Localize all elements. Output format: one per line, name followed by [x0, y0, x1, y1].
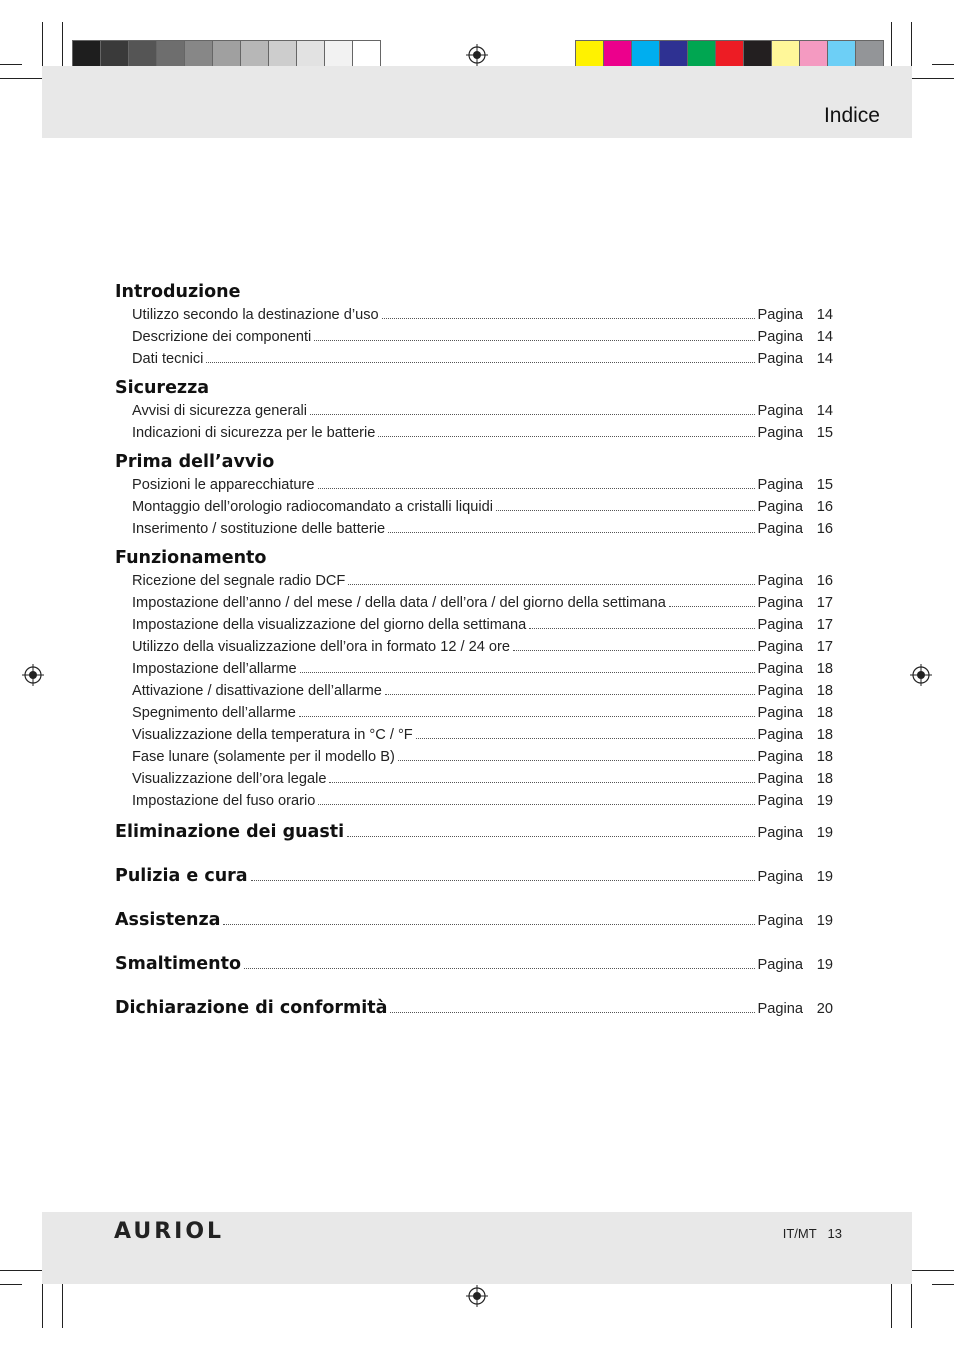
dot-leader: [310, 414, 755, 415]
page-label: Pagina: [757, 661, 803, 677]
crop-mark: [42, 1284, 43, 1328]
dot-leader: [529, 628, 754, 629]
dot-leader: [347, 836, 754, 837]
color-swatch: [716, 41, 744, 69]
entry-page: [758, 348, 833, 370]
page-number: 14: [816, 403, 833, 419]
footer-page-info: [783, 1226, 842, 1241]
page-label: Pagina: [757, 499, 803, 515]
toc-major-entry[interactable]: [115, 952, 833, 996]
toc-section: [115, 450, 833, 540]
toc-entry[interactable]: [115, 400, 833, 422]
page-label: Pagina: [757, 595, 803, 611]
page-label: Pagina: [757, 307, 803, 323]
crop-mark: [932, 1284, 954, 1285]
toc-major-entry[interactable]: [115, 864, 833, 908]
page-number: 19: [816, 957, 833, 973]
entry-page: [758, 570, 833, 592]
page-number: 18: [816, 705, 833, 721]
entry-text: Utilizzo della visualizzazione dell’ora in formato 12 / 24 ore: [132, 639, 511, 655]
entry-page: [758, 680, 833, 702]
toc-section: [115, 280, 833, 370]
page-title: Indice: [823, 104, 880, 127]
page-number: 16: [816, 521, 833, 537]
entry-text: Fase lunare (solamente per il modello B): [132, 749, 395, 765]
page-label: Pagina: [757, 329, 803, 345]
color-swatch: [576, 41, 604, 69]
crop-mark: [0, 78, 48, 79]
page-label: Pagina: [757, 683, 803, 699]
gray-swatch: [101, 41, 129, 69]
page-number: 18: [816, 749, 833, 765]
page-label: Pagina: [757, 521, 803, 537]
registration-mark-icon: [466, 1285, 488, 1307]
crop-mark: [62, 22, 63, 66]
gray-swatch: [185, 41, 213, 69]
crop-mark: [891, 22, 892, 66]
crop-mark: [932, 64, 954, 65]
registration-mark-icon: [910, 664, 932, 686]
dot-leader: [318, 804, 754, 805]
page-label: Pagina: [757, 617, 803, 633]
page-number: 18: [816, 683, 833, 699]
entry-text: Spegnimento dell’allarme: [132, 705, 296, 721]
page-label: Pagina: [757, 749, 803, 765]
page-label: Pagina: [757, 351, 803, 367]
page-label: Pagina: [757, 639, 803, 655]
dot-leader: [496, 510, 755, 511]
crop-mark: [906, 1270, 954, 1271]
logo-text: AURIOL: [114, 1219, 225, 1242]
section-heading: Dichiarazione di conformità: [115, 998, 388, 1018]
entry-text: Posizioni le apparecchiature: [132, 477, 315, 493]
toc-entry[interactable]: [115, 790, 833, 812]
page-number: 17: [816, 595, 833, 611]
entry-page: [758, 746, 833, 768]
toc-major-entry[interactable]: [115, 820, 833, 864]
page-label: Pagina: [757, 425, 803, 441]
page-label: Pagina: [757, 477, 803, 493]
gray-swatch: [129, 41, 157, 69]
entry-page: [758, 474, 833, 496]
page-label: Pagina: [757, 727, 803, 743]
page-label: Pagina: [757, 957, 803, 973]
entry-text: Impostazione dell’allarme: [132, 661, 297, 677]
toc-entry[interactable]: [115, 348, 833, 370]
toc-entry[interactable]: [115, 614, 833, 636]
dot-leader: [382, 318, 755, 319]
dot-leader: [251, 880, 755, 881]
page-number: 15: [816, 477, 833, 493]
color-swatch: [660, 41, 688, 69]
page-label: Pagina: [757, 913, 803, 929]
entry-page: [758, 768, 833, 790]
page-number: 17: [816, 639, 833, 655]
dot-leader: [244, 968, 755, 969]
page-label: Pagina: [757, 1001, 803, 1017]
dot-leader: [299, 716, 755, 717]
entry-page: [758, 326, 833, 348]
entry-page: [758, 821, 833, 845]
toc-entry[interactable]: [115, 746, 833, 768]
toc-major-entry[interactable]: [115, 908, 833, 952]
crop-mark: [891, 1284, 892, 1328]
gray-swatch: [241, 41, 269, 69]
table-of-contents: [115, 280, 833, 1040]
entry-text: Attivazione / disattivazione dell’allarme: [132, 683, 382, 699]
major-entries: [115, 820, 833, 1040]
entry-page: [758, 422, 833, 444]
dot-leader: [348, 584, 754, 585]
entry-text: Inserimento / sostituzione delle batterie: [132, 521, 386, 537]
section-heading: Eliminazione dei guasti: [115, 822, 345, 842]
crop-mark: [906, 78, 954, 79]
toc-entry[interactable]: [115, 496, 833, 518]
dot-leader: [398, 760, 755, 761]
entry-text: Visualizzazione dell’ora legale: [132, 771, 327, 787]
page-label: Pagina: [757, 869, 803, 885]
crop-mark: [42, 22, 43, 66]
gray-swatch: [269, 41, 297, 69]
dot-leader: [318, 488, 755, 489]
crop-mark: [0, 64, 22, 65]
crop-mark: [62, 1284, 63, 1328]
page-label: Pagina: [757, 825, 803, 841]
toc-entry[interactable]: [115, 636, 833, 658]
gray-swatch: [73, 41, 101, 69]
dot-leader: [223, 924, 754, 925]
page-number: 14: [816, 329, 833, 345]
toc-entry[interactable]: [115, 680, 833, 702]
toc-entry[interactable]: [115, 422, 833, 444]
section-heading: Introduzione: [115, 282, 241, 302]
entry-page: [758, 790, 833, 812]
dot-leader: [206, 362, 754, 363]
toc-entry[interactable]: [115, 768, 833, 790]
section-heading: Prima dell’avvio: [115, 452, 275, 472]
gray-swatch: [297, 41, 325, 69]
entry-page: [758, 636, 833, 658]
toc-entry[interactable]: [115, 474, 833, 496]
page-label: Pagina: [757, 771, 803, 787]
registration-mark-icon: [22, 664, 44, 686]
page-label: Pagina: [757, 793, 803, 809]
gray-swatch: [325, 41, 353, 69]
entry-page: [758, 658, 833, 680]
dot-leader: [416, 738, 755, 739]
registration-mark-icon: [466, 44, 488, 66]
footer-page-number: 13: [827, 1226, 842, 1241]
dot-leader: [388, 532, 754, 533]
dot-leader: [385, 694, 755, 695]
entry-page: [758, 592, 833, 614]
footer-locale: IT/MT: [782, 1226, 817, 1241]
page-number: 19: [816, 913, 833, 929]
color-swatch: [744, 41, 772, 69]
toc-entry[interactable]: [115, 304, 833, 326]
dot-leader: [669, 606, 755, 607]
dot-leader: [378, 436, 754, 437]
entry-page: [758, 496, 833, 518]
section-heading: Pulizia e cura: [115, 866, 248, 886]
page-number: 19: [816, 793, 833, 809]
entry-text: Ricezione del segnale radio DCF: [132, 573, 346, 589]
toc-entry[interactable]: [115, 658, 833, 680]
dot-leader: [329, 782, 754, 783]
entry-text: Impostazione del fuso orario: [132, 793, 316, 809]
toc-entry[interactable]: [115, 592, 833, 614]
page-label: Pagina: [757, 705, 803, 721]
crop-mark: [911, 1284, 912, 1328]
toc-entry[interactable]: [115, 724, 833, 746]
entry-text: Impostazione della visualizzazione del giorno della settimana: [132, 617, 527, 633]
color-swatch: [856, 41, 883, 69]
section-heading: Sicurezza: [115, 378, 210, 398]
dot-leader: [300, 672, 755, 673]
toc-section: [115, 546, 833, 812]
page-number: 14: [816, 351, 833, 367]
crop-mark: [911, 22, 912, 66]
auriol-logo: [114, 1216, 254, 1242]
entry-text: Visualizzazione della temperatura in °C / °F: [132, 727, 413, 743]
entry-text: Descrizione dei componenti: [132, 329, 312, 345]
page-number: 15: [816, 425, 833, 441]
page-number: 20: [816, 1001, 833, 1017]
entry-text: Impostazione dell’anno / del mese / della data / dell’ora / del giorno della settimana: [132, 595, 666, 611]
page-number: 17: [816, 617, 833, 633]
color-swatch: [828, 41, 856, 69]
entry-page: [758, 614, 833, 636]
page-number: 16: [816, 499, 833, 515]
entry-text: Avvisi di sicurezza generali: [132, 403, 307, 419]
toc-entry[interactable]: [115, 570, 833, 592]
entry-page: [758, 953, 833, 977]
page-number: 19: [816, 869, 833, 885]
entry-text: Montaggio dell’orologio radiocomandato a cristalli liquidi: [132, 499, 493, 515]
gray-swatch: [213, 41, 241, 69]
header-band: [42, 66, 912, 138]
color-swatch: [800, 41, 828, 69]
entry-text: Indicazioni di sicurezza per le batterie: [132, 425, 376, 441]
page-number: 18: [816, 771, 833, 787]
section-heading: Smaltimento: [115, 954, 241, 974]
entry-page: [758, 997, 833, 1021]
page-label: Pagina: [757, 573, 803, 589]
dot-leader: [390, 1012, 754, 1013]
dot-leader: [513, 650, 755, 651]
entry-page: [758, 865, 833, 889]
color-swatch: [688, 41, 716, 69]
gray-swatch: [157, 41, 185, 69]
toc-section: [115, 376, 833, 444]
toc-major-entry[interactable]: [115, 996, 833, 1040]
section-heading: Funzionamento: [115, 548, 267, 568]
crop-mark: [0, 1284, 22, 1285]
dot-leader: [314, 340, 754, 341]
page-number: 16: [816, 573, 833, 589]
page-number: 18: [816, 661, 833, 677]
entry-page: [758, 400, 833, 422]
gray-swatch: [353, 41, 380, 69]
entry-page: [758, 909, 833, 933]
page-number: 14: [816, 307, 833, 323]
entry-text: Dati tecnici: [132, 351, 204, 367]
entry-page: [758, 702, 833, 724]
toc-entry[interactable]: [115, 702, 833, 724]
color-swatch: [772, 41, 800, 69]
section-heading: Assistenza: [115, 910, 221, 930]
color-swatch: [632, 41, 660, 69]
entry-text: Utilizzo secondo la destinazione d’uso: [132, 307, 379, 323]
entry-page: [758, 304, 833, 326]
page-label: Pagina: [757, 403, 803, 419]
toc-entry[interactable]: [115, 326, 833, 348]
toc-entry[interactable]: [115, 518, 833, 540]
page-number: 19: [816, 825, 833, 841]
page-number: 18: [816, 727, 833, 743]
entry-page: [758, 518, 833, 540]
crop-mark: [0, 1270, 48, 1271]
color-swatch: [604, 41, 632, 69]
entry-page: [758, 724, 833, 746]
